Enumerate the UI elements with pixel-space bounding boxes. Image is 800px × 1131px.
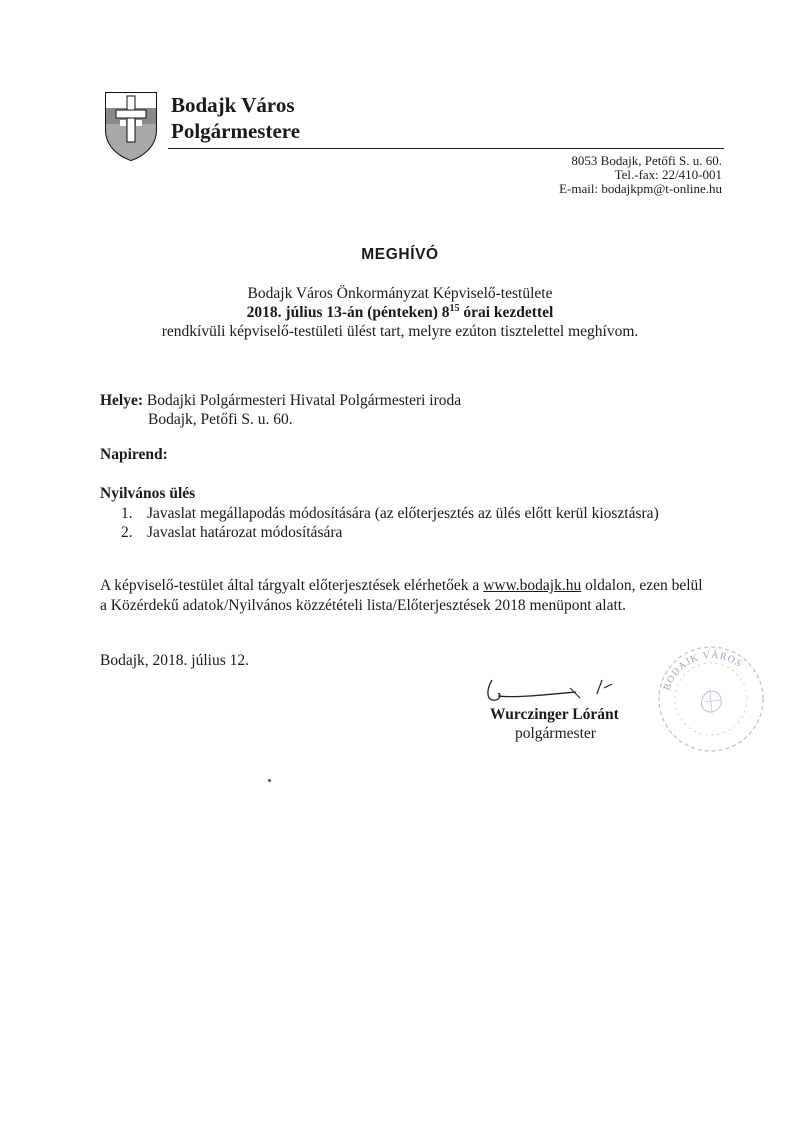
place-line-2: Bodajk, Petőfi S. u. 60. [148, 411, 293, 428]
org-name: Bodajk Város [171, 93, 295, 117]
issue-date: Bodajk, 2018. július 12. [100, 652, 249, 669]
intro-date-line [0, 303, 800, 322]
agenda-item-number: 2. [121, 524, 133, 541]
agenda-item-text: Javaslat megállapodás módosítására (az előterjesztés az ülés előtt kerül kiosztásra) [147, 505, 659, 522]
agenda-item [121, 523, 342, 542]
intro-line-1: Bodajk Város Önkormányzat Képviselő-testülete [247, 285, 553, 302]
place-line-1 [100, 391, 461, 410]
document-title: MEGHÍVÓ [361, 246, 439, 263]
note-text-a: A képviselő-testület által tárgyalt előterjesztések elérhetőek a [100, 577, 484, 594]
intro-line-3: rendkívüli képviselő-testületi ülést tart, melyre ezúton tisztelettel meghívom. [161, 323, 639, 340]
signer-name: Wurczinger Lóránt [490, 706, 619, 723]
official-stamp [652, 640, 770, 758]
signer-role: polgármester [515, 725, 596, 742]
intro-date-text: 2018. július 13-án (pénteken) 8 [246, 304, 450, 321]
address-line: 8053 Bodajk, Petőfi S. u. 60. [571, 153, 722, 168]
agenda-heading: Napirend: [100, 446, 168, 463]
scan-speck [268, 779, 271, 782]
telfax-line: Tel.-fax: 22/410-001 [614, 167, 722, 182]
note-text-b: oldalon, ezen belül [581, 577, 703, 594]
handwritten-signature [484, 668, 634, 710]
email-line: E-mail: bodajkpm@t-online.hu [559, 181, 722, 196]
agenda-item-text: Javaslat határozat módosítására [147, 524, 343, 541]
intro-time-suffix: órai kezdettel [459, 304, 554, 321]
agenda-item [121, 504, 659, 523]
header-divider [168, 148, 724, 149]
intro-time-minutes: 15 [449, 303, 460, 314]
place-label: Helye: [100, 392, 144, 409]
website-link[interactable]: www.bodajk.hu [483, 577, 582, 594]
note-line-2: a Közérdekű adatok/Nyilvános közzétételi lista/Előterjesztések 2018 menüpont alatt. [100, 597, 626, 614]
coat-of-arms-icon [103, 90, 159, 162]
public-session-heading: Nyilvános ülés [100, 485, 196, 502]
svg-text:BODAJK VÁROS: BODAJK VÁROS [661, 649, 745, 693]
note-line-1 [100, 576, 703, 595]
org-subtitle: Polgármestere [171, 119, 301, 143]
agenda-item-number: 1. [121, 505, 133, 522]
place-name: Bodajki Polgármesteri Hivatal Polgármesteri iroda [143, 392, 462, 409]
